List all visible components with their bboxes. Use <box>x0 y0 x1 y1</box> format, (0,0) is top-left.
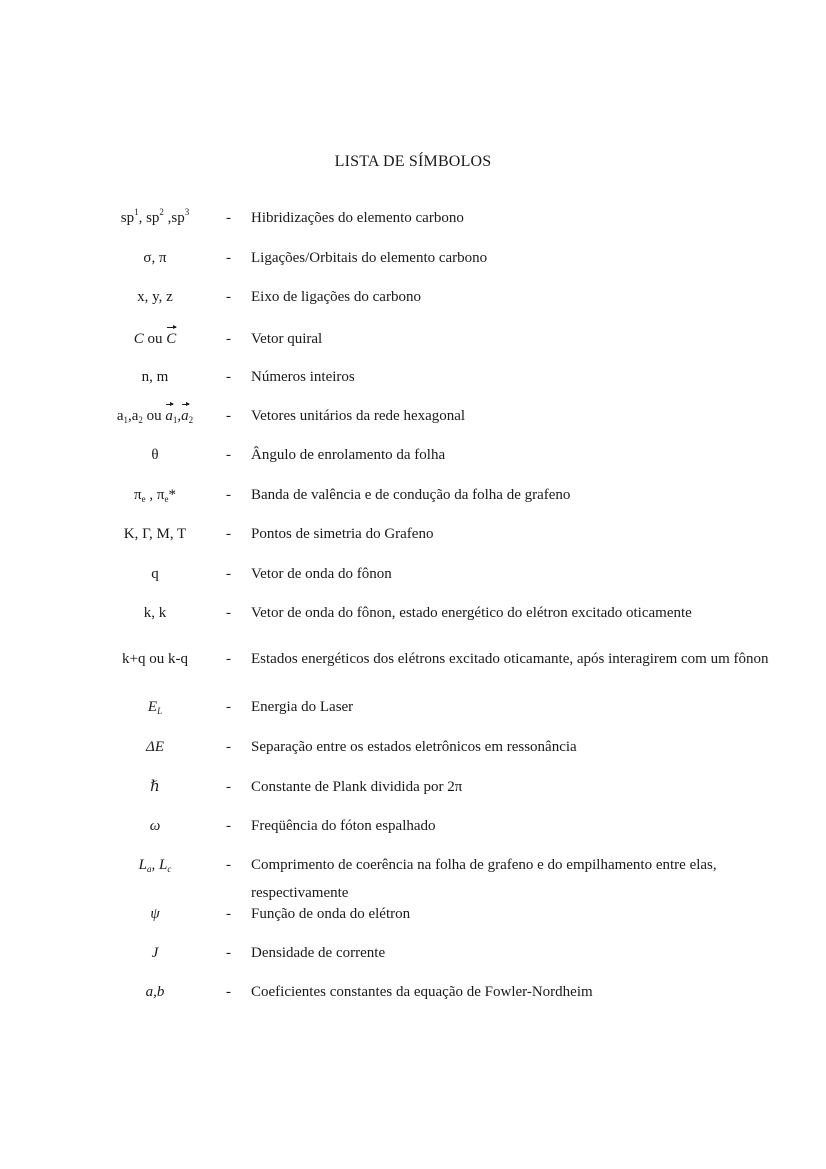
list-item <box>0 854 826 901</box>
description: Densidade de corrente <box>251 945 386 961</box>
description: Ligações/Orbitais do elemento carbono <box>251 250 488 266</box>
dash: - <box>226 818 231 834</box>
list-item <box>0 815 826 837</box>
dash: - <box>226 779 231 795</box>
list-item <box>0 648 826 670</box>
description: Eixo de ligações do carbono <box>251 289 421 305</box>
dash: - <box>226 250 231 266</box>
symbol: k, k <box>143 605 167 621</box>
symbol: θ <box>151 447 159 463</box>
dash: - <box>226 408 231 424</box>
symbol: ψ <box>150 906 160 922</box>
page-title: LISTA DE SÍMBOLOS <box>334 153 492 170</box>
description: Vetor de onda do fônon, estado energético do elétron excitado oticamente <box>251 605 692 621</box>
symbol: $L_a$, $L_c$ <box>138 857 172 874</box>
symbol: $sp^1$, $sp^2$ $,sp^3$ <box>120 207 190 226</box>
description: Pontos de simetria do Grafeno <box>251 526 434 542</box>
dash: - <box>226 210 231 226</box>
symbol: ℏ <box>150 779 160 795</box>
list-item <box>0 286 826 308</box>
symbol: ΔE <box>146 739 164 755</box>
symbol: q <box>151 566 159 582</box>
dash: - <box>226 289 231 305</box>
list-item <box>0 903 826 925</box>
list-item <box>0 484 826 506</box>
dash: - <box>226 651 231 667</box>
dash: - <box>226 566 231 582</box>
list-item <box>0 563 826 585</box>
symbol: C ou C <box>60 328 250 350</box>
list-item <box>0 523 826 545</box>
description: Coeficientes constantes da equação de Fowler-Nordheim <box>251 984 593 1000</box>
dash: - <box>226 906 231 922</box>
description: Função de onda do elétron <box>251 906 411 922</box>
list-item <box>0 696 826 718</box>
dash: - <box>226 369 231 385</box>
description: Banda de valência e de condução da folha de grafeno <box>251 487 571 503</box>
symbol: a,b <box>145 984 165 1000</box>
list-item <box>0 444 826 466</box>
dash: - <box>226 526 231 542</box>
dash: - <box>226 739 231 755</box>
list-item <box>0 207 826 229</box>
dash: - <box>226 945 231 961</box>
dash: - <box>226 447 231 463</box>
symbol: $a_1,a_2$ ou $a_1,a_2$ <box>60 405 250 427</box>
symbol: n, m <box>141 369 169 385</box>
description: Constante de Plank dividida por 2π <box>251 779 463 795</box>
description: Freqüência do fóton espalhado <box>251 818 436 834</box>
dash: - <box>226 487 231 503</box>
symbol: $\pi_e$ , $\pi_e*$ <box>134 487 176 504</box>
symbol: K, Γ, M, T <box>123 526 187 542</box>
list-item <box>0 366 826 388</box>
dash: - <box>226 699 231 715</box>
dash: - <box>226 331 231 347</box>
list-item <box>0 981 826 1003</box>
dash: - <box>226 605 231 621</box>
description: Hibridizações do elemento carbono <box>251 210 464 226</box>
symbol: σ, π <box>143 250 167 266</box>
list-item <box>0 776 826 798</box>
list-item <box>0 328 826 350</box>
list-item <box>0 405 826 427</box>
symbol: J <box>151 945 159 961</box>
symbol: k+q ou k-q <box>122 651 188 667</box>
dash: - <box>226 857 231 873</box>
list-item <box>0 736 826 758</box>
dash: - <box>226 984 231 1000</box>
description: Estados energéticos dos elétrons excitado oticamante, após interagirem com um fônon <box>251 651 769 667</box>
description: Números inteiros <box>251 369 355 385</box>
description: Vetor quiral <box>251 331 323 347</box>
description: Separação entre os estados eletrônicos em ressonância <box>251 739 577 755</box>
description: Ângulo de enrolamento da folha <box>251 447 446 463</box>
description: Vetor de onda do fônon <box>251 566 392 582</box>
symbol: $E_L$ <box>147 699 163 716</box>
list-item <box>0 247 826 269</box>
symbol: x, y, z <box>137 289 173 305</box>
list-item <box>0 942 826 964</box>
description: Comprimento de coerência na folha de grafeno e do empilhamento entre elas, respectivamente <box>251 857 717 901</box>
list-item <box>0 602 826 624</box>
description: Energia do Laser <box>251 699 354 715</box>
description: Vetores unitários da rede hexagonal <box>251 408 466 424</box>
symbol: ω <box>149 818 161 834</box>
